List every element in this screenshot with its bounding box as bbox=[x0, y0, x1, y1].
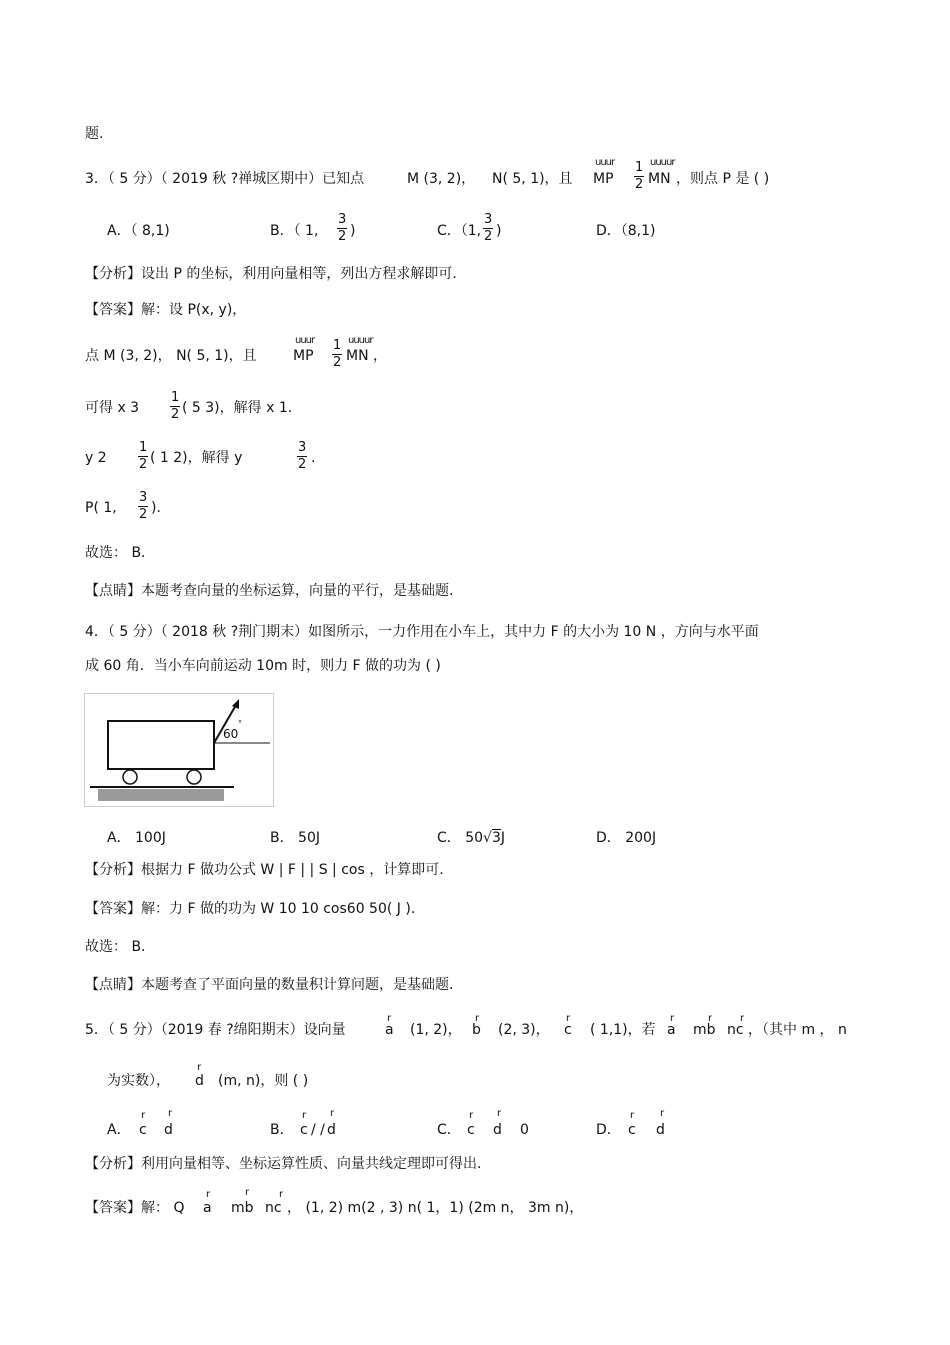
q3-option-b-den: 2 bbox=[338, 229, 347, 244]
q5-option-d-c: c bbox=[628, 1122, 636, 1138]
q5-option-c-d: d bbox=[493, 1122, 502, 1138]
q3-vec-mn-arrow: uuuur bbox=[650, 157, 675, 168]
q3-comment: 【点睛】本题考查向量的坐标运算，向量的平行，是基础题. bbox=[85, 583, 454, 599]
q4-figure-angle: 60 bbox=[223, 727, 239, 741]
q5-option-c-c-arrow: r bbox=[469, 1110, 473, 1121]
q3-vec-mp-arrow: uuur bbox=[595, 157, 615, 168]
q5-option-d-d: d bbox=[656, 1122, 665, 1138]
q5-answer-rest: ， (1, 2) m(2 , 3) n( 1，1) (2m n， 3m n)， bbox=[287, 1200, 584, 1216]
q4-option-d: D． 200J bbox=[596, 830, 657, 846]
q4-option-b: B． 50J bbox=[270, 830, 320, 846]
q5-option-c-d-arrow: r bbox=[497, 1108, 501, 1119]
q5-vec-d-arrow: r bbox=[197, 1062, 201, 1073]
q3-answer-half-num: 1 bbox=[333, 338, 342, 353]
q4-analysis: 【分析】根据力 F 做功公式 W | F | | S | cos ，计算即可. bbox=[85, 862, 444, 878]
q3-option-c-fraction bbox=[483, 212, 493, 245]
q3-option-c-close: ) bbox=[496, 223, 502, 239]
q5-stem-prefix: 5．（ 5 分）（2019 春 ?绵阳期末）设向量 bbox=[85, 1022, 346, 1038]
q4-option-c bbox=[437, 828, 505, 848]
q5-option-a-d: d bbox=[164, 1122, 173, 1138]
q3-answer-x-den: 2 bbox=[171, 407, 180, 422]
q3-answer-y-rest: ( 1 2)，解得 y bbox=[150, 450, 243, 466]
q5-eq-mb: mb bbox=[693, 1022, 716, 1038]
q3-point-m: M (3, 2)， bbox=[407, 171, 476, 187]
q5-option-a-label: A． bbox=[107, 1122, 131, 1138]
q3-analysis: 【分析】设出 P 的坐标，利用向量相等，列出方程求解即可. bbox=[85, 266, 457, 282]
q5-option-d bbox=[596, 1120, 621, 1140]
q3-answer-half-fraction bbox=[332, 338, 342, 371]
q3-answer-p-line: P( 1, bbox=[85, 500, 117, 516]
q3-answer-y-line: y 2 bbox=[85, 450, 107, 466]
q3-option-b-text: B．（ 1, bbox=[270, 223, 319, 239]
q5-option-b-c-arrow: r bbox=[302, 1110, 306, 1121]
q3-option-c-den: 2 bbox=[484, 229, 493, 244]
q5-vec-c: c bbox=[564, 1022, 572, 1038]
q3-option-d: D．（8,1) bbox=[596, 223, 656, 239]
q4-option-c-root: 3 bbox=[491, 830, 501, 846]
q5-vec-d: d bbox=[195, 1073, 204, 1089]
q5-eq-b-arrow: r bbox=[708, 1013, 712, 1024]
q3-stem-prefix: 3．（ 5 分）（ 2019 秋 ?禅城区期中）已知点 bbox=[85, 171, 365, 187]
q4-option-c-unit: J bbox=[500, 830, 506, 846]
q5-answer-prefix: 【答案】解： Q bbox=[85, 1200, 185, 1216]
q4-stem-line1: 4．（ 5 分）（ 2018 秋 ?荆门期末）如图所示，一力作用在小车上，其中力 F 的大小为 10 N ，方向与水平面 bbox=[85, 624, 759, 640]
q5-option-d-c-arrow: r bbox=[630, 1110, 634, 1121]
q5-answer-c-arrow: r bbox=[279, 1189, 283, 1200]
q5-eq-nc: nc bbox=[727, 1022, 744, 1038]
q3-answer-y-den: 2 bbox=[139, 457, 148, 472]
q3-half-num: 1 bbox=[635, 160, 644, 175]
q3-point-n: N( 5, 1)，且 bbox=[492, 171, 573, 187]
q5-option-b-d: d bbox=[327, 1122, 336, 1138]
q3-answer-p-fraction bbox=[138, 490, 148, 523]
q5-answer-mb: mb bbox=[231, 1200, 254, 1216]
q3-option-b-close: ) bbox=[350, 223, 356, 239]
q5-vec-c-value: ( 1,1)，若 bbox=[590, 1022, 656, 1038]
q5-answer-b-arrow: r bbox=[245, 1187, 249, 1198]
q5-option-c-label: C． bbox=[437, 1122, 461, 1138]
q5-option-a-c-arrow: r bbox=[141, 1110, 145, 1121]
q5-stem-suffix: ，（其中 m ， n bbox=[748, 1022, 847, 1038]
q3-answer-half-den: 2 bbox=[333, 355, 342, 370]
q3-option-b-num: 3 bbox=[338, 212, 347, 227]
q5-vec-a-value: (1, 2)， bbox=[410, 1022, 462, 1038]
q3-half-den: 2 bbox=[635, 177, 644, 192]
q3-answer-y-num: 1 bbox=[139, 440, 148, 455]
q3-vec-mn: MN bbox=[648, 171, 671, 187]
q3-answer-p-end: )． bbox=[151, 500, 171, 516]
q5-answer-nc: nc bbox=[265, 1200, 282, 1216]
q5-option-b-parallel: / / bbox=[311, 1122, 325, 1138]
q3-answer-x-fraction bbox=[170, 390, 180, 423]
q4-option-a: A． 100J bbox=[107, 830, 166, 846]
q3-option-c bbox=[437, 221, 481, 241]
q3-answer-vec-mp: MP bbox=[293, 348, 314, 364]
q5-option-d-label: D． bbox=[596, 1122, 621, 1138]
q3-option-b-fraction bbox=[337, 212, 347, 245]
q3-answer-y-value bbox=[297, 440, 307, 473]
q3-answer-vec-mp-arrow: uuur bbox=[295, 335, 315, 346]
q5-vec-a-arrow: r bbox=[387, 1013, 391, 1024]
q3-stem-suffix: ，则点 P 是 ( ) bbox=[676, 171, 770, 187]
q3-answer-head: 【答案】解：设 P(x, y)， bbox=[85, 302, 247, 318]
q3-answer-vec-mn: MN bbox=[346, 348, 369, 364]
q3-option-c-text: C．（1, bbox=[437, 223, 482, 239]
q5-answer-a-arrow: r bbox=[206, 1189, 210, 1200]
q5-vec-d-value: (m, n)，则 ( ) bbox=[218, 1073, 309, 1089]
q4-answer: 【答案】解：力 F 做的功为 W 10 10 cos60 50( J )． bbox=[85, 901, 425, 917]
q5-option-b-label: B． bbox=[270, 1122, 294, 1138]
q3-answer-y-value-num: 3 bbox=[298, 440, 307, 455]
q3-stem bbox=[85, 170, 364, 188]
q3-vec-mp: MP bbox=[593, 171, 614, 187]
q5-option-b-c: c bbox=[300, 1122, 308, 1138]
q4-choose: 故选： B． bbox=[85, 939, 156, 955]
q3-answer-point-end: ， bbox=[373, 348, 387, 364]
q3-answer-y-end: . bbox=[311, 450, 316, 466]
q3-option-b bbox=[270, 221, 318, 241]
q4-cart-figure bbox=[84, 693, 274, 807]
q5-answer-a: a bbox=[203, 1200, 212, 1216]
q3-answer-y-fraction bbox=[138, 440, 148, 473]
q5-vec-a: a bbox=[385, 1022, 394, 1038]
q5-option-c bbox=[437, 1120, 461, 1140]
q5-stem-line2: 为实数）， bbox=[107, 1073, 170, 1089]
q5-vec-b-value: (2, 3)， bbox=[498, 1022, 550, 1038]
q5-option-b bbox=[270, 1120, 294, 1140]
q3-half-fraction bbox=[634, 160, 644, 193]
continued-text: 题. bbox=[85, 126, 104, 142]
q5-eq-c-arrow: r bbox=[740, 1013, 744, 1024]
q3-option-c-num: 3 bbox=[484, 212, 493, 227]
q5-option-a bbox=[107, 1120, 131, 1140]
q3-answer-p-num: 3 bbox=[139, 490, 148, 505]
q5-eq-a-arrow: r bbox=[670, 1013, 674, 1024]
q3-answer-x-rest: ( 5 3)，解得 x 1． bbox=[182, 400, 302, 416]
q4-figure-degree: ° bbox=[238, 719, 242, 728]
q5-eq-a: a bbox=[667, 1022, 676, 1038]
q5-option-a-c: c bbox=[139, 1122, 147, 1138]
q5-analysis: 【分析】利用向量相等、坐标运算性质、向量共线定理即可得出. bbox=[85, 1156, 482, 1172]
q4-stem-line2: 成 60 角．当小车向前运动 10m 时，则力 F 做的功为 ( ) bbox=[85, 658, 441, 674]
q3-answer-x-num: 1 bbox=[171, 390, 180, 405]
q5-option-b-d-arrow: r bbox=[330, 1108, 334, 1119]
q5-option-c-c: c bbox=[467, 1122, 475, 1138]
q4-comment: 【点睛】本题考查了平面向量的数量积计算问题，是基础题. bbox=[85, 977, 454, 993]
q3-answer-vec-mn-arrow: uuuur bbox=[348, 335, 373, 346]
q3-answer-p-den: 2 bbox=[139, 507, 148, 522]
q4-option-c-text: C． 50 bbox=[437, 830, 484, 846]
q5-vec-b: b bbox=[472, 1022, 481, 1038]
q3-answer-x-line: 可得 x 3 bbox=[85, 400, 140, 416]
q3-answer-y-value-den: 2 bbox=[298, 457, 307, 472]
sqrt-icon: √ bbox=[483, 830, 492, 846]
q5-vec-c-arrow: r bbox=[566, 1013, 570, 1024]
q5-vec-b-arrow: r bbox=[475, 1013, 479, 1024]
q5-option-d-d-arrow: r bbox=[660, 1108, 664, 1119]
q3-option-a: A．（ 8,1) bbox=[107, 223, 170, 239]
q5-option-a-d-arrow: r bbox=[168, 1108, 172, 1119]
q3-choose: 故选： B． bbox=[85, 545, 156, 561]
q3-answer-point-line: 点 M (3, 2)， N( 5, 1)，且 bbox=[85, 348, 257, 364]
q5-option-c-zero: 0 bbox=[520, 1122, 529, 1138]
